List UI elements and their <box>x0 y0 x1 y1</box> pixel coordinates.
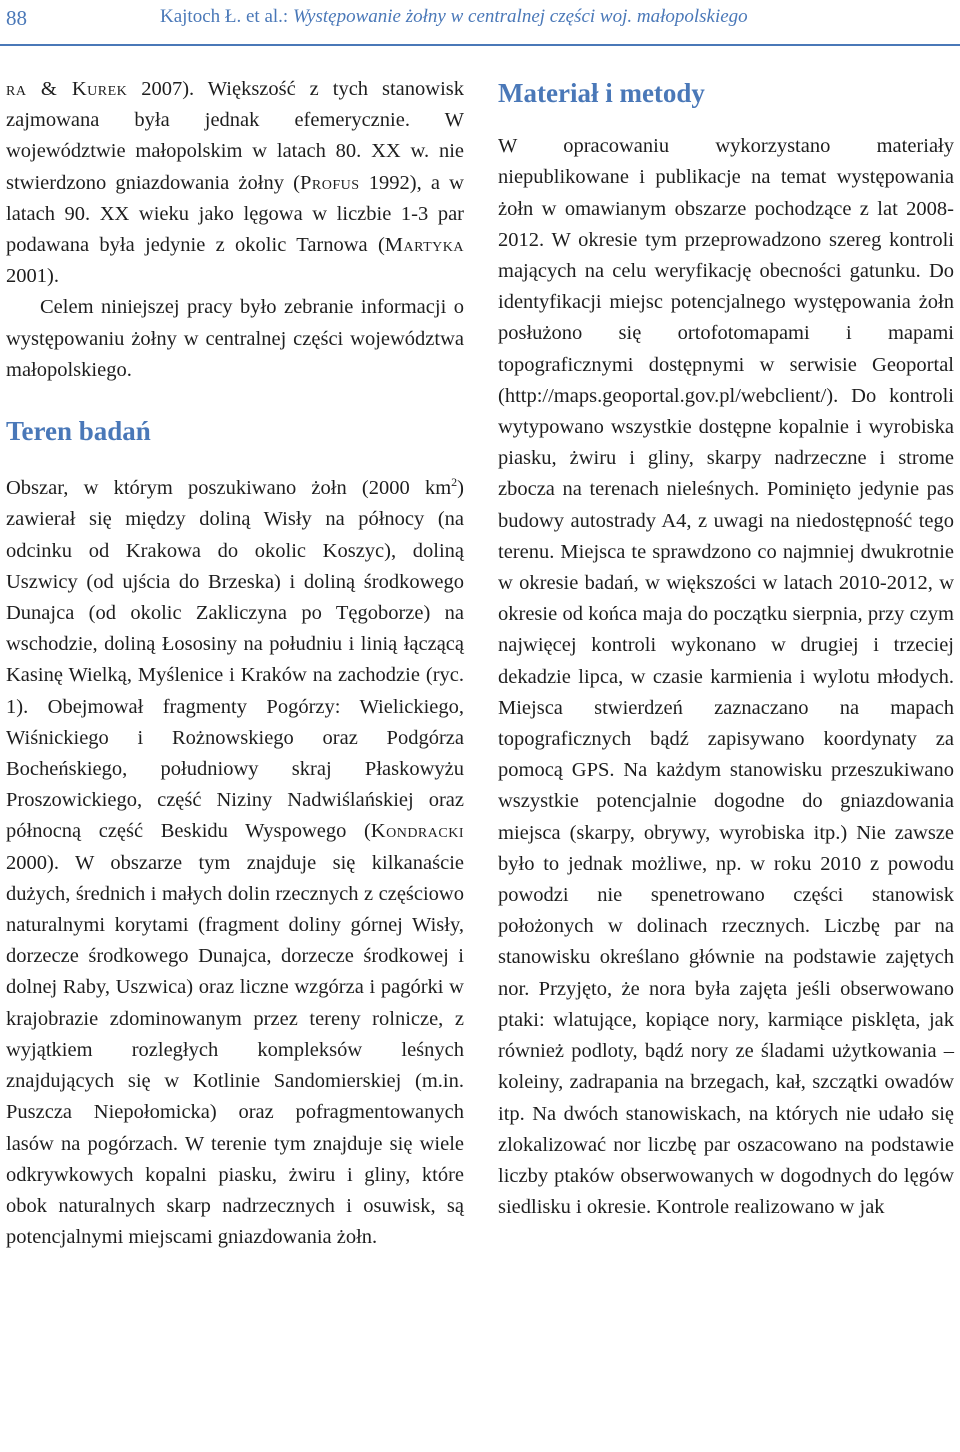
text-run: ) zawierał się między doliną Wisły na północy (na odcinku od Krakowa do okolic Koszyc), doliną Uszwicy (od ujścia do Brzeska) i doliną środkowego Dunajca (od okolic Zakliczyna po Tęgoborze) na wschodzie, doliną Łososiny na południu i linią łączącą Kasinę Wielką, Myślenice i Kraków na zachodzie (ryc. 1). Obejmował fragmenty Pogórzy: Wielickiego, Wiśnickiego i Rożnowskiego oraz Podgórza Bocheńskiego, południowy skraj Płaskowyżu Proszowickiego, część Niziny Nadwiślańskiej oraz północną część Beskidu Wyspowego ( <box>6 477 464 843</box>
running-head-title: Występowanie żołny w centralnej części woj. małopolskiego <box>292 6 748 27</box>
citation-kurek: Kurek <box>71 78 128 100</box>
running-head <box>160 6 748 28</box>
citation-martyka: Martyka <box>384 234 464 257</box>
text-run: 2007). Większość z tych stanowisk zajmowana była jednak efemerycznie. W województwie małopolskim w latach 80. XX w. nie stwierdzono gniazdowania żołny ( <box>6 78 464 194</box>
aim-paragraph: Celem niniejszej pracy było zebranie informacji o występowaniu żołny w centralnej części województwa małopolskiego. <box>6 296 464 381</box>
running-head-authors: Kajtoch Ł. et al.: <box>160 6 289 27</box>
section-heading-methods: Materiał i metody <box>498 78 705 108</box>
superscript: 2 <box>451 475 458 490</box>
citation-profus: Profus <box>300 171 360 194</box>
text-run: Obszar, w którym poszukiwano żołn (2000 km <box>6 477 452 500</box>
intro-paragraph-end <box>6 74 464 292</box>
right-column <box>498 74 954 1223</box>
left-column <box>6 74 464 1253</box>
section-heading-study-area: Teren badań <box>6 416 151 447</box>
text-run: ra & <box>6 78 72 100</box>
page-number: 88 <box>6 6 27 30</box>
header-rule <box>0 44 960 46</box>
citation-kondracki: Kondracki <box>370 820 464 843</box>
study-area-paragraph <box>6 473 464 1253</box>
page-header <box>0 0 960 48</box>
text-run: 1992), a w latach 90. XX wieku jako lęgowa w liczbie 1-3 par podawana była jedynie z okolic Tarnowa ( <box>6 171 464 257</box>
methods-paragraph: W opracowaniu wykorzystano materiały niepublikowane i publikacje na temat występowania żołn w omawianym obszarze pochodzące z lat 2008-2012. W okresie tym przeprowadzono szereg kontroli mających na celu weryfikację obecności gatunku. Do identyfikacji miejsc potencjalnego występowania żołn posłużono się ortofotomapami i mapami topograficznymi dostępnymi w serwisie Geoportal (http://maps.geoportal.gov.pl/webclient/). Do kontroli wytypowano wszystkie dostępne kopalnie i wyrobiska piasku, żwiru i gliny, skarpy nadrzeczne i strome zbocza na terenach nieleśnych. Pominięto jedynie pas budowy autostrady A4, z uwagi na niedostępność tego terenu. Miejsca te sprawdzono co najmniej dwukrotnie w okresie badań, w większości w latach 2010-2012, w okresie od końca maja do początku sierpnia, przy czym najwięcej kontroli wykonano w drugiej i trzeciej dekadzie lipca, w czasie karmienia i wylotu młodych. Miejsca stwierdzeń zaznaczano na mapach topograficznych bądź zapisywano koordynaty za pomocą GPS. Na każdym stanowisku przeszukiwano wszystkie potencjalnie dogodne do gniazdowania miejsca (skarpy, obrywy, wyrobiska itp.) Nie zawsze było to jednak możliwe, np. w roku 2010 z powodu powodzi nie spenetrowano części stanowisk położonych w dolinach rzecznych. Liczbę par na stanowisku określano głównie na podstawie zajętych nor. Przyjęto, że nora była zajęta jeśli obserwowano ptaki: wlatujące, kopiące nory, karmiące pisklęta, jak również podloty, bądź nory ze śladami użytkowania – koleiny, zadrapania na brzegach, kał, szczątki owadów itp. Na dwóch stanowiskach, na których nie udało się zlokalizować nor liczbę par oszacowano na podstawie liczby ptaków obserwowanych w dogodnych do lęgów siedlisku i okresie. Kontrole realizowano w jak <box>498 135 954 1219</box>
text-run: 2000). W obszarze tym znajduje się kilkanaście dużych, średnich i małych dolin rzecznych z częściowo naturalnymi korytami (fragment doliny górnej Wisły, dorzecze środkowego Dunajca, dorzecze środkowej i dolnej Raby, Uszwica) oraz liczne wzgórza i pagórki w krajobrazie zdominowanym przez tereny rolnicze, z wyjątkiem rozległych kompleksów leśnych znajdujących się w Kotlinie Sandomierskiej (m.in. Puszcza Niepołomicka) oraz pofragmentowanych lasów na pogórzach. W terenie tym znajduje się wiele odkrywkowych kopalni piasku, żwiru i gliny, które obok naturalnych skarp nadrzecznych i osuwisk, są potencjalnymi miejscami gniazdowania żołn. <box>6 851 464 1249</box>
text-run: 2001). <box>6 265 59 288</box>
